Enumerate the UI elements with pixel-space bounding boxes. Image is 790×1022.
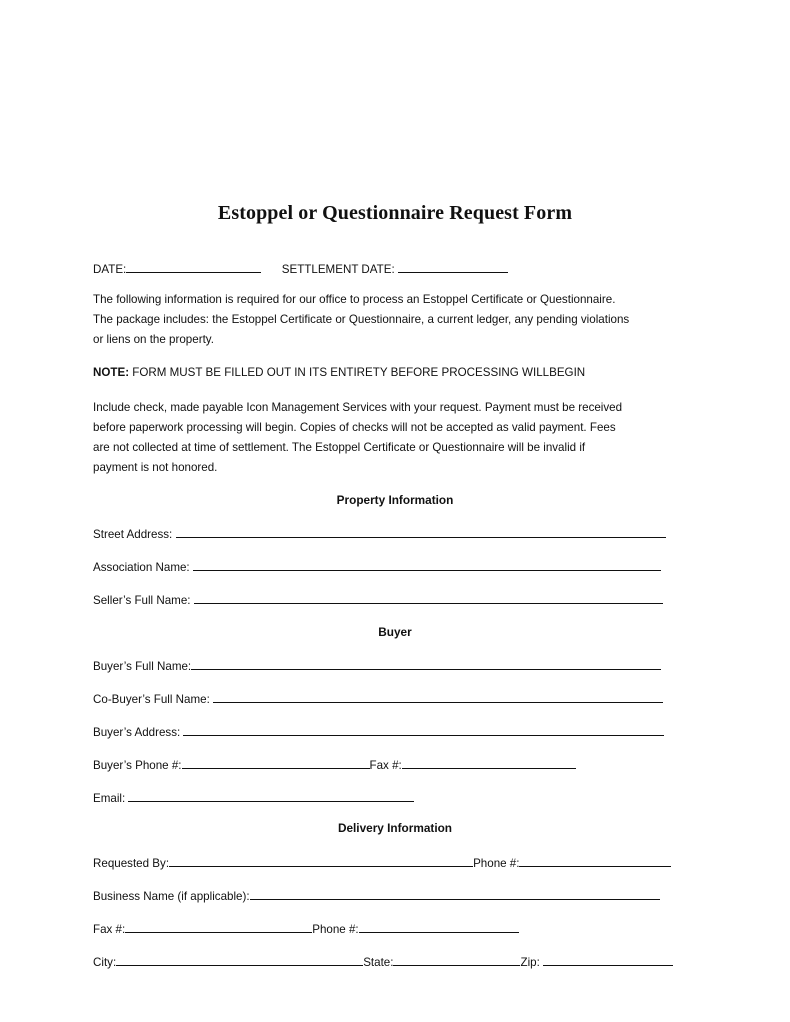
- payment-line: before paperwork processing will begin. Copies of checks will not be accepted as valid payment. Fees: [93, 421, 616, 434]
- delivery-fax-row: [93, 921, 519, 937]
- delivery-phone-field[interactable]: [519, 855, 671, 867]
- payment-line: payment is not honored.: [93, 461, 218, 474]
- buyer-phone-field[interactable]: [182, 757, 370, 769]
- form-title: Estoppel or Questionnaire Request Form: [217, 202, 573, 224]
- state-label: State:: [363, 956, 394, 969]
- buyer-heading: Buyer: [378, 625, 412, 639]
- intro-line: The package includes: the Estoppel Certificate or Questionnaire, a current ledger, any pending violations: [93, 313, 630, 326]
- intro-line: or liens on the property.: [93, 333, 214, 346]
- seller-name-label: Seller’s Full Name:: [93, 594, 191, 607]
- city-state-zip-row: [93, 954, 673, 970]
- buyer-phone-label: Buyer’s Phone #:: [93, 759, 182, 772]
- email-label: Email:: [93, 792, 126, 805]
- settlement-date-label: SETTLEMENT DATE:: [281, 263, 395, 276]
- email-row: [93, 790, 414, 806]
- delivery-phone-label: Phone #:: [473, 857, 520, 870]
- street-address-row: [93, 526, 666, 542]
- business-name-field[interactable]: [250, 888, 660, 900]
- date-label: DATE:: [93, 263, 127, 276]
- zip-field[interactable]: [543, 954, 673, 966]
- settlement-date-field[interactable]: [398, 261, 508, 273]
- delivery-phone2-label: Phone #:: [312, 923, 359, 936]
- co-buyer-name-field[interactable]: [213, 691, 663, 703]
- buyer-fax-label: Fax #:: [369, 759, 402, 772]
- email-field[interactable]: [128, 790, 414, 802]
- buyer-address-label: Buyer’s Address:: [93, 726, 181, 739]
- buyer-name-field[interactable]: [191, 658, 661, 670]
- payment-paragraph: [93, 398, 703, 478]
- property-heading: Property Information: [336, 493, 454, 507]
- zip-label: Zip:: [520, 956, 540, 969]
- buyer-address-field[interactable]: [183, 724, 664, 736]
- note-label: NOTE:: [93, 366, 130, 379]
- buyer-fax-field[interactable]: [402, 757, 576, 769]
- buyer-phone-row: [93, 757, 576, 773]
- co-buyer-name-label: Co-Buyer’s Full Name:: [93, 693, 210, 706]
- requested-by-row: [93, 855, 671, 871]
- buyer-name-row: [93, 658, 661, 674]
- payment-line: Include check, made payable Icon Management Services with your request. Payment must be received: [93, 401, 623, 414]
- state-field[interactable]: [393, 954, 520, 966]
- city-field[interactable]: [116, 954, 363, 966]
- association-name-label: Association Name:: [93, 561, 190, 574]
- street-address-field[interactable]: [176, 526, 666, 538]
- business-name-row: [93, 888, 660, 904]
- payment-line: are not collected at time of settlement. The Estoppel Certificate or Questionnaire will be invalid if: [93, 441, 586, 454]
- intro-paragraph: [93, 290, 703, 350]
- delivery-fax-field[interactable]: [125, 921, 312, 933]
- buyer-name-label: Buyer’s Full Name:: [93, 660, 192, 673]
- seller-name-field[interactable]: [194, 592, 663, 604]
- co-buyer-name-row: [93, 691, 663, 707]
- street-address-label: Street Address:: [93, 528, 173, 541]
- requested-by-label: Requested By:: [93, 857, 170, 870]
- delivery-heading: Delivery Information: [337, 821, 453, 835]
- delivery-fax-label: Fax #:: [93, 923, 126, 936]
- business-name-label: Business Name (if applicable):: [93, 890, 250, 903]
- date-row: [93, 261, 508, 277]
- seller-name-row: [93, 592, 663, 608]
- requested-by-field[interactable]: [169, 855, 473, 867]
- intro-line: The following information is required for our office to process an Estoppel Certificate or Questionnaire.: [93, 293, 616, 306]
- note-text: FORM MUST BE FILLED OUT IN ITS ENTIRETY BEFORE PROCESSING WILLBEGIN: [129, 366, 586, 379]
- association-name-field[interactable]: [193, 559, 661, 571]
- delivery-phone2-field[interactable]: [359, 921, 519, 933]
- note: [93, 363, 703, 383]
- association-name-row: [93, 559, 661, 575]
- date-field[interactable]: [126, 261, 261, 273]
- buyer-address-row: [93, 724, 664, 740]
- city-label: City:: [93, 956, 117, 969]
